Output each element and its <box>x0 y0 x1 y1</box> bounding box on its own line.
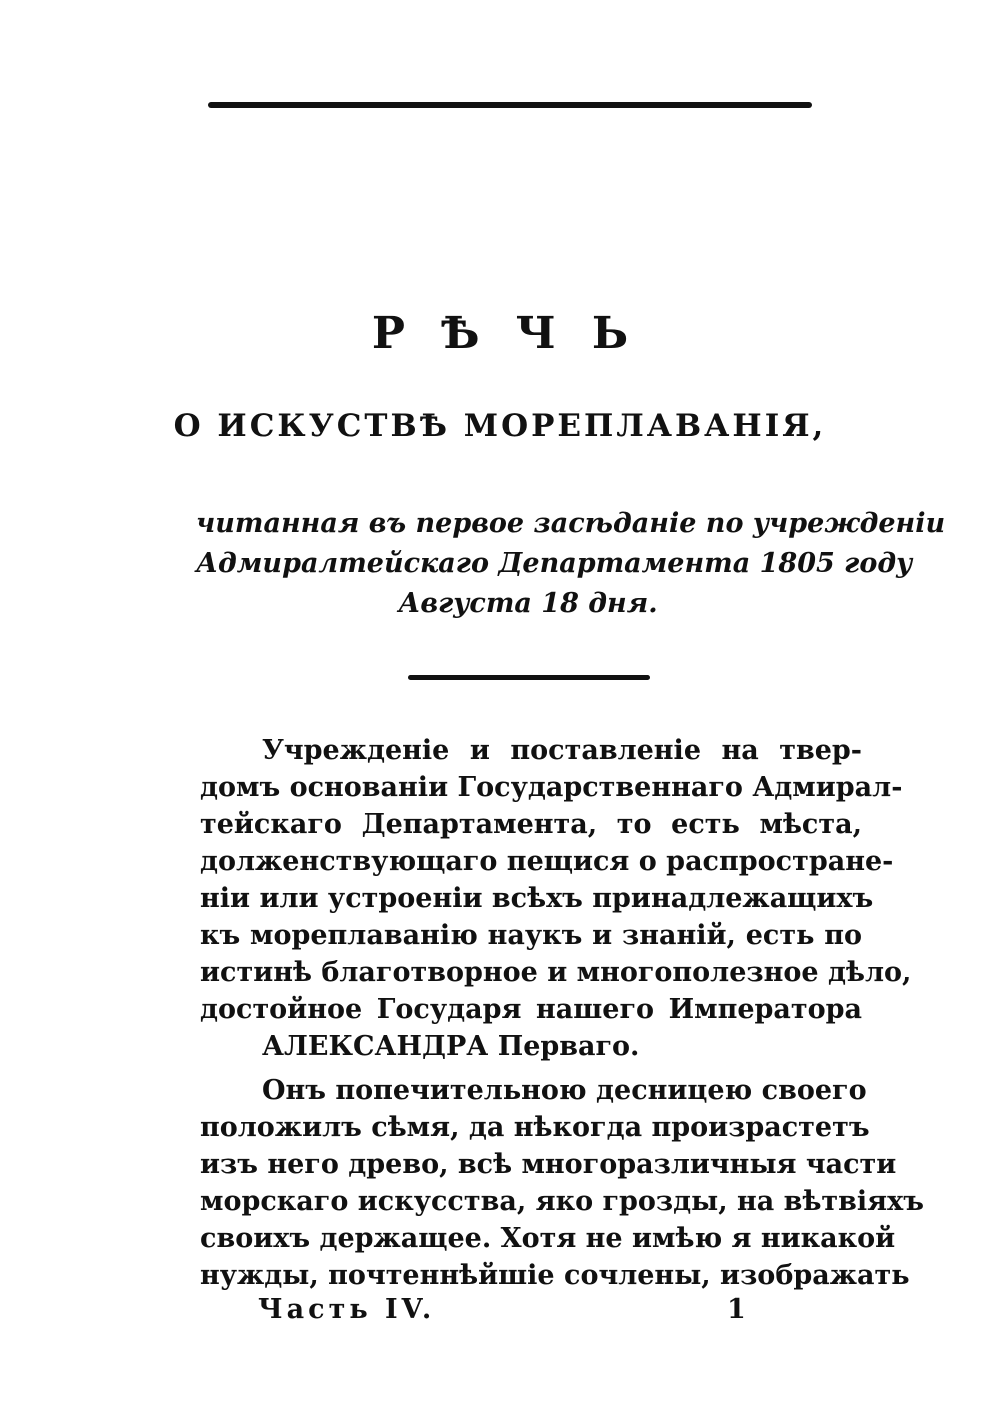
part-label: Часть IV. <box>258 1294 436 1325</box>
body-line: положилъ сѣмя, да нѣкогда произрастетъ <box>200 1112 870 1143</box>
body-line: изъ него древо, всѣ многоразличныя части <box>200 1149 897 1180</box>
body-line: Учрежденіе и поставленіе на твер- <box>262 735 862 766</box>
top-rule <box>208 102 812 108</box>
page-number: 1 <box>727 1294 746 1325</box>
body-line: къ мореплаванію наукъ и знаній, есть по <box>200 920 862 951</box>
body-line: долженствующаго пещися о распростране- <box>200 846 894 877</box>
body-line: ніи или устроеніи всѣхъ принадлежащихъ <box>200 883 874 914</box>
body-line: своихъ держащее. Хотя не имѣю я никакой <box>200 1223 896 1254</box>
body-line: домъ основаніи Государственнаго Адмирал- <box>200 772 903 803</box>
subtitle-line: читанная въ первое засѣданіе по учрежденіи <box>196 508 946 539</box>
body-line: Онъ попечительною десницею своего <box>262 1075 867 1106</box>
body-line: тейскаго Департамента, то есть мѣста, <box>200 809 862 840</box>
body-line: достойное Государя нашего Императора <box>200 994 862 1025</box>
subtitle: О ИСКУСТВѢ МОРЕПЛАВАНІЯ, <box>173 408 827 444</box>
subtitle-line: Адмиралтейскаго Департамента 1805 году <box>196 548 913 579</box>
page-title: РѢЧЬ <box>371 308 665 359</box>
body-line: нужды, почтеннѣйшіе сочлены, изображать <box>200 1260 910 1291</box>
body-line: АЛЕКСАНДРА Перваго. <box>262 1031 640 1062</box>
body-line: истинѣ благотворное и многополезное дѣло, <box>200 957 912 988</box>
middle-rule <box>408 675 650 680</box>
body-line: морскаго искусства, яко грозды, на вѣтвіяхъ <box>200 1186 924 1217</box>
subtitle-line: Августа 18 дня. <box>398 588 658 619</box>
